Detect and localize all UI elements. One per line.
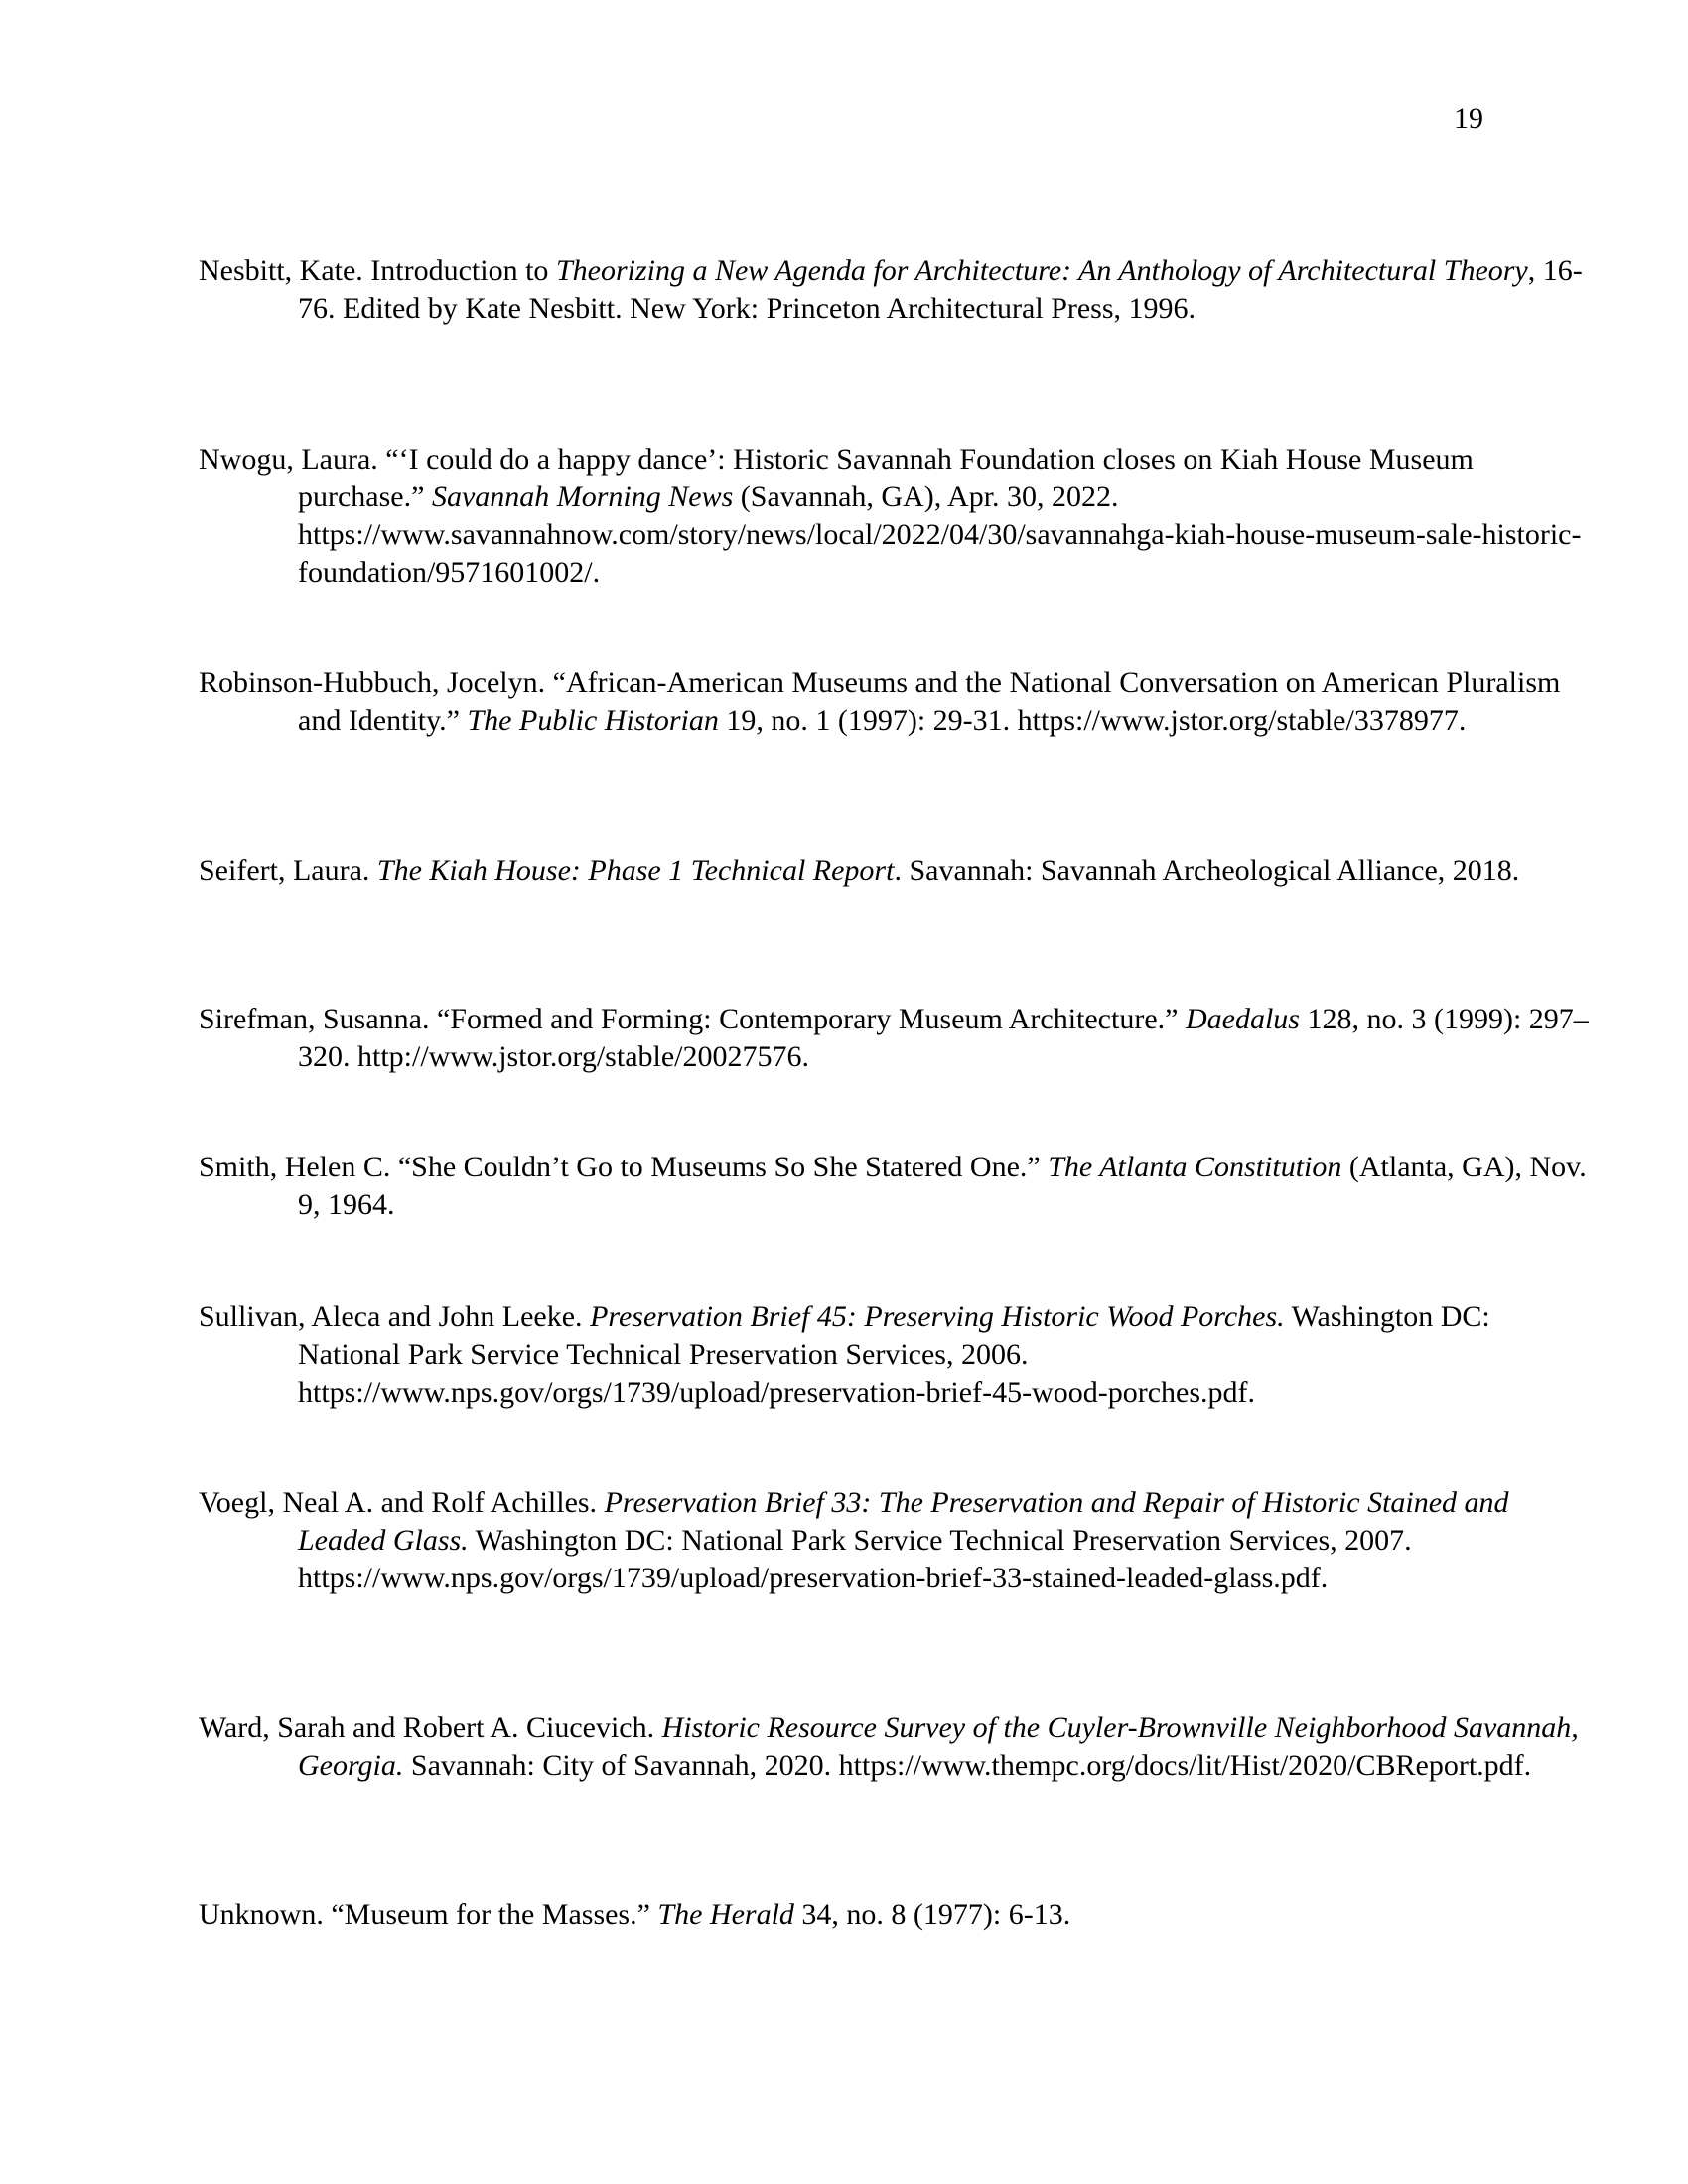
bibliography-entry-sirefman: Sirefman, Susanna. “Formed and Forming: Contemporary Museum Architecture.” Daedalus 128, no. 3 (1999): 297–320. http://www.jstor.org/stable/20027576. (199, 1003, 1589, 1073)
bibliography-entry-ward: Ward, Sarah and Robert A. Ciucevich. Historic Resource Survey of the Cuyler-Brownville Neighborhood Savannah, Georgia. Savannah: City of Savannah, 2020. https://www.thempc.org/docs/lit/Hist/2020/CBReport.pdf. (199, 1711, 1579, 1782)
work-title: The Kiah House: Phase 1 Technical Report (376, 854, 895, 887)
work-title: Preservation Brief 45: Preserving Historic Wood Porches. (590, 1300, 1285, 1333)
work-title: The Herald (657, 1898, 794, 1931)
bibliography-entry-nesbitt: Nesbitt, Kate. Introduction to Theorizing a New Agenda for Architecture: An Anthology of Architectural Theory, 16-76. Edited by Kate Nesbitt. New York: Princeton Architectural Press, 1996. (199, 254, 1583, 325)
bibliography-entry-nwogu: Nwogu, Laura. “‘I could do a happy dance’: Historic Savannah Foundation closes on Kiah House Museum purchase.” Savannah Morning News (Savannah, GA), Apr. 30, 2022. https://www.savannahnow.com/story/news/local/2022/04/30/savannahga-kiah-house-museum-sale-historic-foundation/9571601002/. (199, 443, 1582, 589)
work-title: The Atlanta Constitution (1048, 1151, 1342, 1183)
page-number: 19 (1454, 102, 1483, 135)
bibliography-entry-sullivan: Sullivan, Aleca and John Leeke. Preservation Brief 45: Preserving Historic Wood Porches. Washington DC: National Park Service Technical Preservation Services, 2006. https://www.nps.gov/orgs/1739/upload/preservation-brief-45-wood-porches.pdf. (199, 1300, 1490, 1409)
work-title: Savannah Morning News (431, 480, 734, 513)
bibliography-entry-voegl: Voegl, Neal A. and Rolf Achilles. Preservation Brief 33: The Preservation and Repair of Historic Stained and Leaded Glass. Washington DC: National Park Service Technical Preservation Services, 2007. https://www.nps.gov/orgs/1739/upload/preservation-brief-33-stained-leaded-glass.pdf. (199, 1486, 1509, 1594)
work-title: Daedalus (1185, 1003, 1300, 1035)
work-title: Preservation Brief 33: The Preservation and Repair of Historic Stained and Leaded Glass. (298, 1486, 1509, 1557)
bibliography-entry-robinson-hubbuch: Robinson-Hubbuch, Jocelyn. “African-American Museums and the National Conversation on American Pluralism and Identity.” The Public Historian 19, no. 1 (1997): 29-31. https://www.jstor.org/stable/3378977. (199, 666, 1561, 737)
work-title: Theorizing a New Agenda for Architecture: An Anthology of Architectural Theory (555, 254, 1528, 287)
bibliography-entry-unknown: Unknown. “Museum for the Masses.” The Herald 34, no. 8 (1977): 6-13. (199, 1898, 1071, 1931)
work-title: The Public Historian (467, 704, 719, 737)
bibliography-entry-seifert: Seifert, Laura. The Kiah House: Phase 1 Technical Report. Savannah: Savannah Archeological Alliance, 2018. (199, 854, 1520, 887)
bibliography-entry-smith: Smith, Helen C. “She Couldn’t Go to Museums So She Statered One.” The Atlanta Constitution (Atlanta, GA), Nov. 9, 1964. (199, 1151, 1587, 1221)
work-title: Historic Resource Survey of the Cuyler-Brownville Neighborhood Savannah, Georgia. (298, 1711, 1579, 1782)
